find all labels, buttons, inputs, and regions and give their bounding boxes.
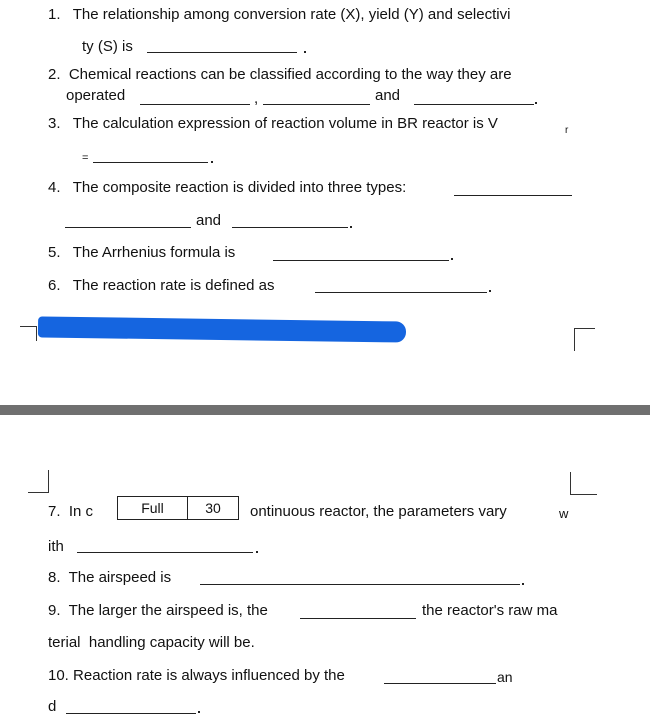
full-mode-button[interactable]: Full <box>118 497 188 519</box>
q6-blank[interactable] <box>315 292 487 293</box>
q7-blank[interactable] <box>77 552 253 553</box>
q3-subscript: r <box>565 125 569 136</box>
q7-period <box>256 551 258 553</box>
q1-line1: 1. The relationship among conversion rate (X), yield (Y) and selectivi <box>48 6 511 23</box>
q9-blank[interactable] <box>300 618 416 619</box>
q2-line1: 2. Chemical reactions can be classified according to the way they are <box>48 66 512 83</box>
highlight-bar <box>38 316 406 342</box>
q4-line1: 4. The composite reaction is divided into three types: <box>48 179 407 196</box>
q4-blank-2[interactable] <box>65 227 191 228</box>
q6-period <box>489 290 491 292</box>
crop-mark-top-left <box>20 326 37 341</box>
q3-equals: = <box>82 152 89 164</box>
q3-blank[interactable] <box>93 162 208 163</box>
q9-mid: the reactor's raw ma <box>422 602 558 619</box>
q5-blank[interactable] <box>273 260 449 261</box>
q9-line1: 9. The larger the airspeed is, the <box>48 602 268 619</box>
q4-blank-1[interactable] <box>454 195 572 196</box>
q1-blank[interactable] <box>147 52 297 53</box>
q10-blank-1[interactable] <box>384 683 496 684</box>
q9-line2: terial handling capacity will be. <box>48 634 255 651</box>
q10-blank-2[interactable] <box>66 713 196 714</box>
q4-period <box>350 226 352 228</box>
q3-line1: 3. The calculation expression of reaction volume in BR reactor is V <box>48 115 498 132</box>
q7-prefix: 7. In c <box>48 503 94 520</box>
q2-period <box>535 102 537 104</box>
q10-line1: 10. Reaction rate is always influenced by the <box>48 667 345 684</box>
q10-period <box>198 711 200 713</box>
q1-line2: ty (S) is <box>82 38 133 55</box>
q5-period <box>451 258 453 260</box>
full-screen-widget[interactable] <box>117 496 239 520</box>
q10-line2: d <box>48 698 57 715</box>
crop-mark-bottom-right <box>570 472 597 495</box>
crop-mark-bottom-left <box>28 470 49 493</box>
q7-rest: ontinuous reactor, the parameters vary <box>250 503 507 520</box>
crop-mark-top-right <box>574 328 595 351</box>
q10-an: an <box>497 669 513 685</box>
q2-blank-1[interactable] <box>140 104 250 105</box>
q4-blank-3[interactable] <box>232 227 348 228</box>
q2-blank-2[interactable] <box>263 104 370 105</box>
q2-comma: , <box>254 90 259 107</box>
q8-blank[interactable] <box>200 584 520 585</box>
q5: 5. The Arrhenius formula is <box>48 244 236 261</box>
q3-period <box>211 161 213 163</box>
q8-period <box>522 583 524 585</box>
q8: 8. The airspeed is <box>48 569 172 586</box>
q1-period <box>304 51 306 53</box>
q4-and: and <box>196 212 222 229</box>
q6: 6. The reaction rate is defined as <box>48 277 275 294</box>
counter-value: 30 <box>205 500 221 516</box>
q2-blank-3[interactable] <box>414 104 534 105</box>
q7-line2: ith <box>48 538 64 555</box>
q2-line2: operated <box>66 87 126 104</box>
q7-w: w <box>559 506 569 521</box>
screenshot-divider <box>0 405 650 415</box>
q2-and: and <box>375 87 401 104</box>
